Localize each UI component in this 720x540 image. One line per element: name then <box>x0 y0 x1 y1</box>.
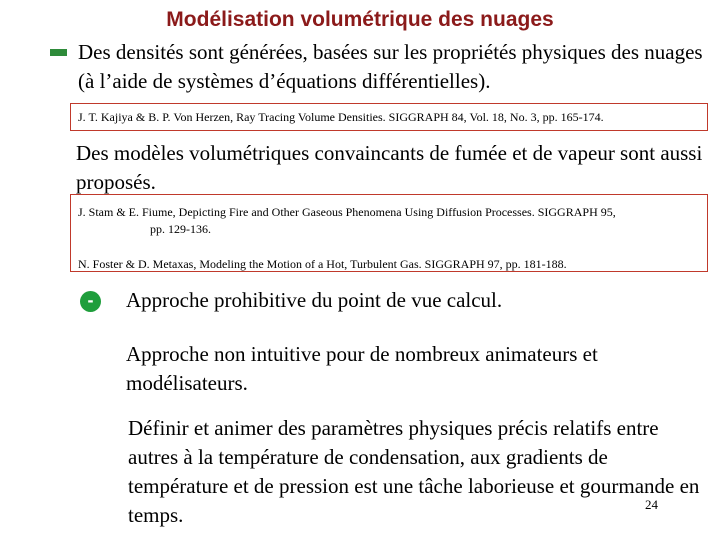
reference-box-stam-foster <box>70 194 708 272</box>
paragraph-density-generation: Des densités sont générées, basées sur les propriétés physiques des nuages (à l’aide de systèmes d’équations différentielles). <box>78 40 703 93</box>
reference-foster: N. Foster & D. Metaxas, Modeling the Motion of a Hot, Turbulent Gas. SIGGRAPH 97, pp. 181-188. <box>78 257 567 271</box>
page-number: 24 <box>645 497 658 512</box>
reference-kajiya: J. T. Kajiya & B. P. Von Herzen, Ray Tracing Volume Densities. SIGGRAPH 84, Vol. 18, No. 3, pp. 165-174. <box>78 110 604 124</box>
dash-bullet-icon <box>50 49 67 56</box>
reference-stam-line1: J. Stam & E. Fiume, Depicting Fire and Other Gaseous Phenomena Using Diffusion Processes. SIGGRAPH 95, <box>78 205 616 219</box>
point-computation-cost: Approche prohibitive du point de vue calcul. <box>126 288 503 312</box>
point-non-intuitive: Approche non intuitive pour de nombreux animateurs et modélisateurs. <box>126 342 598 395</box>
reference-stam-line2: pp. 129-136. <box>150 222 211 236</box>
slide-title: Modélisation volumétrique des nuages <box>166 8 554 31</box>
reference-gap <box>78 238 707 256</box>
paragraph-smoke-models: Des modèles volumétriques convaincants de fumée et de vapeur sont aussi proposés. <box>76 141 703 194</box>
minus-bullet-icon: - <box>80 291 101 312</box>
reference-box-kajiya <box>70 103 708 131</box>
point-laborious-parameters: Définir et animer des paramètres physiques précis relatifs entre autres à la température de condensation, aux gradients de température et de pression est une tâche laborieuse et gourmande en temps. <box>128 416 700 527</box>
